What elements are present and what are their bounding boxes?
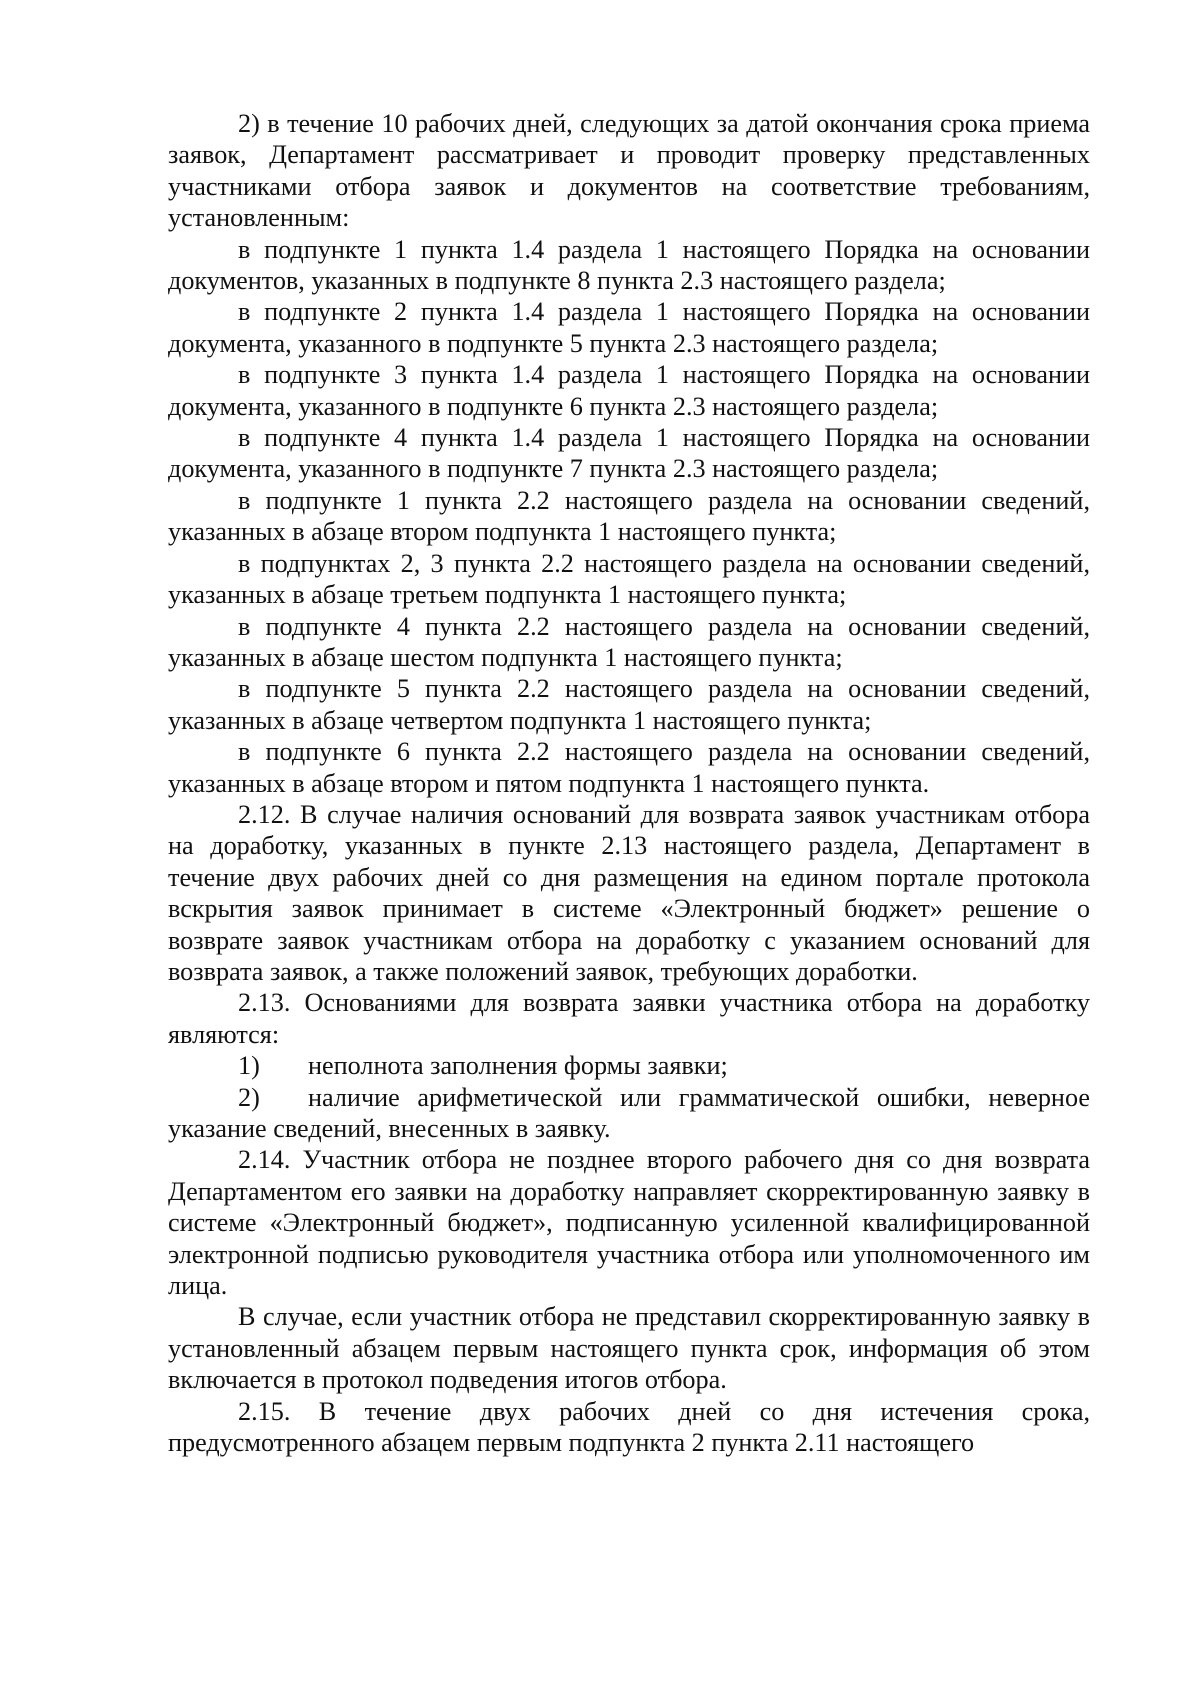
- list-item: [168, 1050, 1090, 1081]
- paragraph-check-4: в подпункте 4 пункта 1.4 раздела 1 настоящего Порядка на основании документа, указанного в подпункте 7 пункта 2.3 настоящего раздела;: [168, 423, 1090, 484]
- list-item: [168, 1082, 1090, 1145]
- paragraph-check-8: в подпункте 5 пункта 2.2 настоящего раздела на основании сведений, указанных в абзаце четвертом подпункта 1 настоящего пункта;: [168, 674, 1090, 735]
- paragraph-2-14: 2.14. Участник отбора не позднее второго рабочего дня со дня возврата Департаментом его заявки на доработку направляет скорректированную заявку в системе «Электронный бюджет», подписанную усиленной квалифицированной электронной подписью руководителя участника отбора или уполномоченного им лица.: [168, 1145, 1090, 1301]
- paragraph-check-1: в подпункте 1 пункта 1.4 раздела 1 настоящего Порядка на основании документов, указанных в подпункте 8 пункта 2.3 настоящего раздела;: [168, 234, 1090, 296]
- paragraph-2-12: 2.12. В случае наличия оснований для возврата заявок участникам отбора на доработку, указанных в пункте 2.13 настоящего раздела, Департамент в течение двух рабочих дней со дня размещения на едином портале протокола вскрытия заявок принимает в системе «Электронный бюджет» решение о возврате заявок участникам отбора на доработку с указанием оснований для возврата заявок, а также положений заявок, требующих доработки.: [168, 799, 1090, 986]
- paragraph-check-9: в подпункте 6 пункта 2.2 настоящего раздела на основании сведений, указанных в абзаце втором и пятом подпункта 1 настоящего пункта.: [168, 737, 1090, 798]
- paragraph-check-5: в подпункте 1 пункта 2.2 настоящего раздела на основании сведений, указанных в абзаце втором подпункта 1 настоящего пункта;: [168, 485, 1090, 547]
- paragraph-2-13: 2.13. Основаниями для возврата заявки участника отбора на доработку являются:: [168, 988, 1090, 1049]
- paragraph-2-14-continued: В случае, если участник отбора не представил скорректированную заявку в установленный абзацем первым настоящего пункта срок, информация об этом включается в протокол подведения итогов отбора.: [168, 1302, 1090, 1395]
- list-item-number: 1): [238, 1051, 260, 1081]
- paragraph-2-subitem: 2) в течение 10 рабочих дней, следующих за датой окончания срока приема заявок, Департамент рассматривает и проводит проверку представленных участниками отбора заявок и документов на соответствие требованиям, установленным:: [168, 109, 1090, 233]
- list-item-text: неполнота заполнения формы заявки;: [308, 1051, 728, 1081]
- paragraph-check-3: в подпункте 3 пункта 1.4 раздела 1 настоящего Порядка на основании документа, указанного в подпункте 6 пункта 2.3 настоящего раздела;: [168, 360, 1090, 421]
- list-item-number: 2): [238, 1082, 260, 1112]
- list-item-text: наличие арифметической или грамматической ошибки, неверное указание сведений, внесенных в заявку.: [168, 1082, 1090, 1143]
- paragraph-check-7: в подпункте 4 пункта 2.2 настоящего раздела на основании сведений, указанных в абзаце шестом подпункта 1 настоящего пункта;: [168, 611, 1090, 672]
- paragraph-check-2: в подпункте 2 пункта 1.4 раздела 1 настоящего Порядка на основании документа, указанного в подпункте 5 пункта 2.3 настоящего раздела;: [168, 297, 1090, 358]
- paragraph-2-15: 2.15. В течение двух рабочих дней со дня истечения срока, предусмотренного абзацем первым подпункта 2 пункта 2.11 настоящего: [168, 1396, 1090, 1458]
- document-page: [168, 108, 1090, 1458]
- paragraph-check-6: в подпунктах 2, 3 пункта 2.2 настоящего раздела на основании сведений, указанных в абзаце третьем подпункта 1 настоящего пункта;: [168, 548, 1090, 610]
